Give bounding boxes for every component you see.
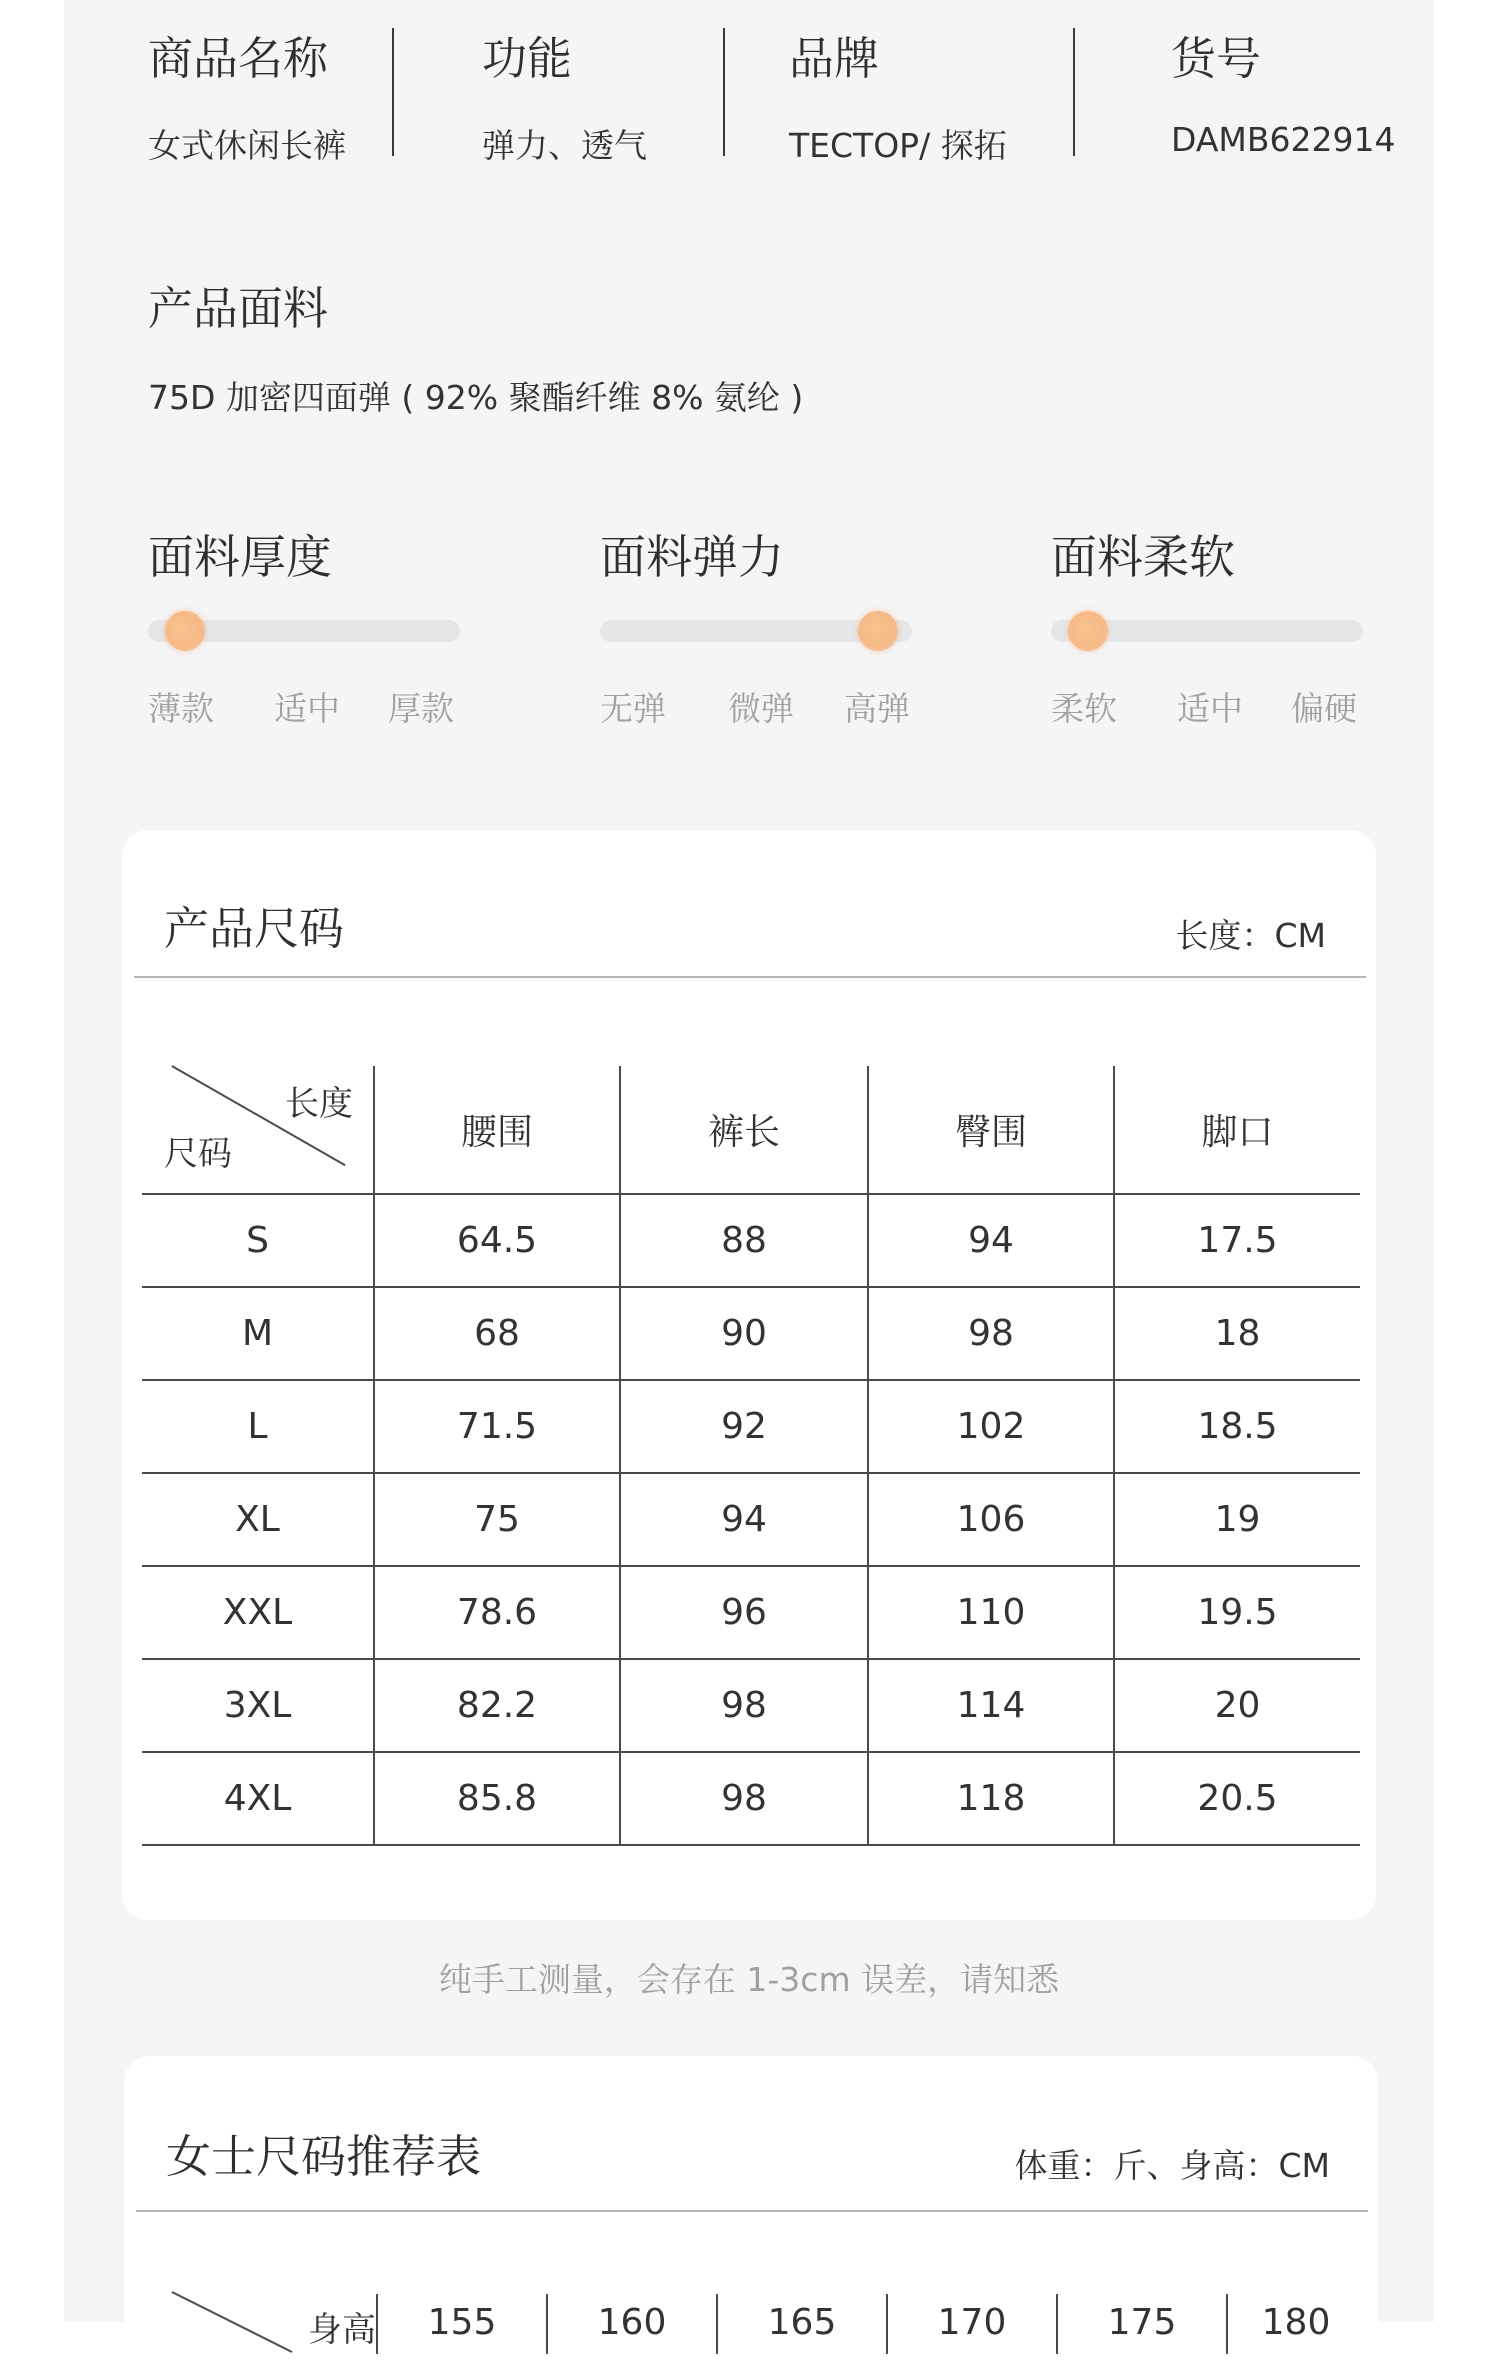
height-column-header (888, 2192, 1056, 2343)
table-cell: 85.8 (374, 1752, 620, 1845)
meter-label: 微弹 (728, 689, 794, 728)
meter-label: 无弹 (600, 689, 666, 728)
table-cell: 78.6 (374, 1566, 620, 1659)
table-cell: 71.5 (374, 1380, 620, 1473)
height-column-header (718, 2192, 886, 2343)
size-cell: L (142, 1380, 374, 1473)
info-divider (723, 28, 725, 156)
info-divider (392, 28, 394, 156)
meter-elasticity (600, 515, 912, 728)
table-cell: 106 (868, 1473, 1114, 1566)
table-cell: 94 (620, 1473, 868, 1566)
info-divider (1073, 28, 1075, 156)
meter-label: 薄款 (148, 689, 214, 728)
column-header: 臀围 (868, 1066, 1114, 1194)
table-cell: 20.5 (1114, 1752, 1360, 1845)
height-value: 165 (767, 2302, 837, 2343)
table-cell: 94 (868, 1194, 1114, 1287)
size-cell: XL (142, 1473, 374, 1566)
table-cell: 92 (620, 1380, 868, 1473)
info-value: DAMB622914 (1171, 120, 1396, 159)
height-value: 180 (1261, 2302, 1331, 2343)
table-cell: 96 (620, 1566, 868, 1659)
table-cell: 110 (868, 1566, 1114, 1659)
table-cell: 18 (1114, 1287, 1360, 1380)
size-table-header-row (142, 1066, 1360, 1194)
table-cell: 88 (620, 1194, 868, 1287)
table-cell: 18.5 (1114, 1380, 1360, 1473)
table-cell: 98 (620, 1752, 868, 1845)
table-row (142, 1659, 1360, 1752)
product-detail-panel (64, 0, 1434, 2350)
size-chart-card (122, 830, 1376, 1920)
info-value: TECTOP/ 探拓 (789, 126, 1007, 165)
height-column-header (548, 2192, 716, 2343)
height-column-header (1228, 2192, 1364, 2343)
meter-label: 柔软 (1051, 689, 1117, 728)
meter-title: 面料厚度 (148, 530, 332, 584)
size-cell: 3XL (142, 1659, 374, 1752)
table-cell: 114 (868, 1659, 1114, 1752)
meter-label: 适中 (274, 689, 340, 728)
table-cell: 64.5 (374, 1194, 620, 1287)
table-cell: 90 (620, 1287, 868, 1380)
table-cell: 19.5 (1114, 1566, 1360, 1659)
table-cell: 19 (1114, 1473, 1360, 1566)
table-cell: 82.2 (374, 1659, 620, 1752)
height-value: 170 (937, 2302, 1007, 2343)
corner-label-height: 身高 (308, 2310, 376, 2350)
meter-label: 偏硬 (1291, 689, 1357, 728)
size-cell: M (142, 1287, 374, 1380)
height-column-header (1058, 2192, 1226, 2343)
meter-label: 适中 (1177, 689, 1243, 728)
info-value: 女式休闲长裤 (148, 126, 346, 165)
table-row (142, 1473, 1360, 1566)
size-cell: XXL (142, 1566, 374, 1659)
table-row (142, 1380, 1360, 1473)
column-header: 腰围 (374, 1066, 620, 1194)
info-title: 货号 (1171, 32, 1262, 85)
recommend-unit: 体重：斤、身高：CM (1014, 2146, 1330, 2185)
measurement-note: 纯手工测量，会存在 1-3cm 误差，请知悉 (438, 1960, 1060, 1999)
table-cell: 98 (868, 1287, 1114, 1380)
meter-softness (1051, 515, 1363, 728)
height-column-header (378, 2192, 546, 2343)
size-chart-unit: 长度：CM (1175, 916, 1326, 955)
table-cell: 17.5 (1114, 1194, 1360, 1287)
info-title: 功能 (482, 32, 573, 85)
height-value: 175 (1107, 2302, 1177, 2343)
table-row (142, 1194, 1360, 1287)
size-table-corner (142, 1066, 374, 1194)
table-cell: 68 (374, 1287, 620, 1380)
column-header: 脚口 (1114, 1066, 1360, 1194)
info-title: 商品名称 (148, 32, 329, 85)
corner-label-length: 长度 (285, 1084, 353, 1124)
recommend-title: 女士尺码推荐表 (166, 2130, 482, 2183)
table-cell: 75 (374, 1473, 620, 1566)
meter-label: 厚款 (388, 689, 454, 728)
table-cell: 102 (868, 1380, 1114, 1473)
info-value: 弹力、透气 (482, 126, 647, 165)
fabric-title: 产品面料 (148, 282, 329, 335)
recommend-card (124, 2056, 1378, 2376)
meter-knob (858, 611, 898, 651)
meter-thickness (148, 515, 460, 728)
table-row (142, 1287, 1360, 1380)
column-header: 裤长 (620, 1066, 868, 1194)
table-row (142, 1752, 1360, 1845)
table-cell: 98 (620, 1659, 868, 1752)
table-cell: 20 (1114, 1659, 1360, 1752)
meter-title: 面料弹力 (600, 530, 784, 584)
product-info-row (64, 0, 1434, 170)
meter-knob (1068, 611, 1108, 651)
size-cell: 4XL (142, 1752, 374, 1845)
size-table (142, 1066, 1360, 1846)
size-chart-title: 产品尺码 (164, 902, 345, 955)
info-title: 品牌 (789, 32, 880, 85)
size-cell: S (142, 1194, 374, 1287)
table-row (142, 1566, 1360, 1659)
fabric-composition: 75D 加密四面弹 ( 92% 聚酯纤维 8% 氨纶 ) (148, 378, 804, 417)
height-value: 160 (597, 2302, 667, 2343)
size-chart-divider (134, 976, 1366, 978)
table-cell: 118 (868, 1752, 1114, 1845)
meter-title: 面料柔软 (1051, 530, 1235, 584)
recommend-table-header (142, 2212, 1364, 2350)
meter-knob (165, 611, 205, 651)
meter-label: 高弹 (844, 689, 910, 728)
corner-label-size: 尺码 (164, 1134, 232, 1174)
height-value: 155 (427, 2302, 497, 2343)
